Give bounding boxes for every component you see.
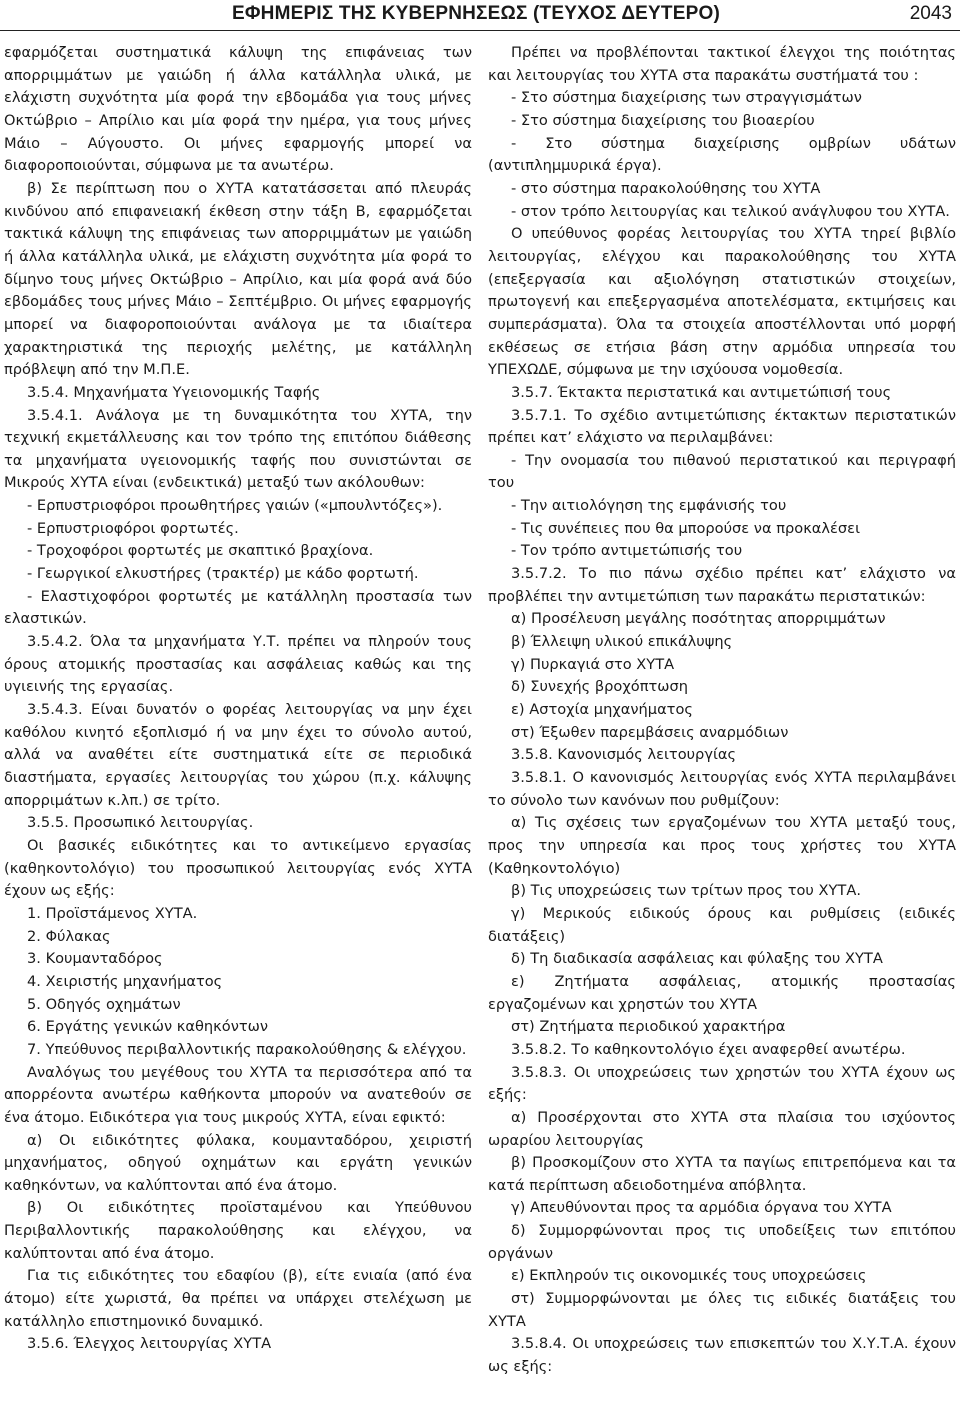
paragraph: Πρέπει να προβλέπονται τακτικοί έλεγχοι της ποιότητας και λειτουργίας του ΧΥΤΑ στα παρακάτω συστήματά του :: [488, 44, 956, 84]
paragraph: β) Έλλειψη υλικού επικάλυψης: [511, 633, 733, 651]
paragraph: 3.5.4.3. Είναι δυνατόν ο φορέας λειτουργίας να μην έχει καθόλου κινητό εξοπλισμό ή να μην έχει το σύνολο αυτού, αλλά να αναθέτει είτε συστηματικά είτε σε περιοδικά διαστήματα, εργασίες λειτουργίας του χώρου (π.χ. κάλυψης απορριμάτων κ.λπ.) σε τρίτο.: [4, 701, 472, 809]
paragraph: στ) Συμμορφώνονται με όλες τις ειδικές διατάξεις του ΧΥΤΑ: [488, 1290, 956, 1330]
paragraph: 1. Προϊστάμενος ΧΥΤΑ.: [27, 904, 198, 922]
paragraph: - Στο σύστημα διαχείρισης των στραγγισμάτων: [511, 89, 862, 107]
paragraph: 5. Οδηγός οχημάτων: [27, 995, 181, 1013]
paragraph: - στον τρόπο λειτουργίας και τελικού ανάγλυφου του ΧΥΤΑ.: [511, 202, 950, 220]
paragraph: 3.5.7.1. Το σχέδιο αντιμετώπισης έκτακτων περιστατικών πρέπει κατ’ ελάχιστο να περιλαμβάνει:: [488, 406, 956, 447]
paragraph: - Την αιτιολόγηση της εμφάνισής του: [511, 497, 787, 515]
paragraph: 3.5.6. Έλεγχος λειτουργίας ΧΥΤΑ: [27, 1335, 272, 1353]
paragraph: Αναλόγως του μεγέθους του ΧΥΤΑ τα περισσότερα από τα απορρέοντα ανωτέρω καθήκοντα μπορούν να ανατεθούν σε ένα άτομο. Ειδικότερα για τους μικρούς ΧΥΤΑ, είναι εφικτό:: [4, 1063, 472, 1126]
paragraph: ε) Αστοχία μηχανήματος: [511, 701, 693, 719]
paragraph: 4. Χειριστής μηχανήματος: [27, 972, 223, 990]
paragraph: - στο σύστημα παρακολούθησης του ΧΥΤΑ: [511, 179, 821, 197]
paragraph: 3.5.8. Κανονισμός λειτουργίας: [511, 746, 737, 764]
paragraph: β) Τις υποχρεώσεις των τρίτων προς του ΧΥΤΑ.: [511, 882, 861, 900]
paragraph: στ) Έξωθεν παρεμβάσεις αναρμόδιων: [511, 723, 789, 741]
paragraph: α) Τις σχέσεις των εργαζομένων του ΧΥΤΑ μεταξύ τους, προς την υπηρεσία και προς τους χρήστες του ΧΥΤΑ (Καθηκοντολόγιο): [488, 814, 956, 877]
paragraph: - Τις συνέπειες που θα μπορούσε να προκαλέσει: [511, 519, 861, 537]
paragraph: ε) Ζητήματα ασφάλειας, ατομικής προστασίας εργαζομένων και χρηστών του ΧΥΤΑ: [488, 972, 956, 1013]
paragraph: - Στο σύστημα διαχείρισης ομβρίων υδάτων (αντιπλημμυρικά έργα).: [488, 134, 956, 175]
paragraph: α) Προσέρχονται στο ΧΥΤΑ στα πλαίσια του ισχύοντος ωραρίου λειτουργίας: [488, 1108, 956, 1149]
paragraph: δ) Συνεχής βροχόπτωση: [511, 678, 689, 696]
paragraph: γ) Πυρκαγιά στο ΧΥΤΑ: [511, 655, 675, 673]
paragraph: στ) Ζητήματα περιοδικού χαρακτήρα: [511, 1018, 786, 1036]
paragraph: Οι βασικές ειδικότητες και το αντικείμενο εργασίας (καθηκοντολόγιο) του προσωπικού λειτουργίας ενός ΧΥΤΑ έχουν ως εξής:: [4, 836, 472, 900]
paragraph: α) Προσέλευση μεγάλης ποσότητας απορριμμάτων: [511, 610, 886, 628]
paragraph: 3.5.8.4. Οι υποχρεώσεις των επισκεπτών του Χ.Υ.Τ.Α. έχουν ως εξής:: [488, 1335, 956, 1376]
paragraph: - Την ονομασία του πιθανού περιστατικού και περιγραφή του: [488, 451, 956, 492]
paragraph: α) Οι ειδικότητες φύλακα, κουμανταδόρου, χειριστή μηχανήματος, οδηγού οχημάτων και εργάτη γενικών καθηκόντων, να καλύπτονται από ένα άτομο.: [4, 1131, 472, 1194]
page-number: 2043: [909, 3, 952, 24]
paragraph: - Στο σύστημα διαχείρισης του βιοαερίου: [511, 111, 815, 129]
paragraph: 3.5.4.2. Όλα τα μηχανήματα Υ.Τ. πρέπει να πληρούν τους όρους ατομικής προστασίας και ασφάλειας καθώς και της υγιεινής της εργασίας.: [4, 633, 472, 696]
paragraph: 3.5.8.1. Ο κανονισμός λειτουργίας ενός ΧΥΤΑ περιλαμβάνει το σύνολο των κανόνων που ρυθμίζουν:: [488, 769, 956, 809]
paragraph: 6. Εργάτης γενικών καθηκόντων: [27, 1018, 269, 1036]
paragraph: 2. Φύλακας: [27, 927, 111, 945]
paragraph: 3. Κουμανταδόρος: [27, 950, 163, 968]
paragraph: 3.5.8.3. Οι υποχρεώσεις των χρηστών του ΧΥΤΑ έχουν ως εξής:: [488, 1063, 956, 1104]
left-column: [4, 42, 472, 1356]
paragraph: 3.5.5. Προσωπικό λειτουργίας.: [27, 814, 254, 832]
paragraph: γ) Μερικούς ειδικούς όρους και ρυθμίσεις (ειδικές διατάξεις): [488, 904, 956, 945]
paragraph: - Ερπυστριοφόροι προωθητήρες γαιών («μπουλντόζες»).: [27, 497, 443, 515]
paragraph: - Τον τρόπο αντιμετώπισής του: [511, 542, 743, 560]
paragraph: - Γεωργικοί ελκυστήρες (τρακτέρ) με κάδο φορτωτή.: [27, 565, 419, 583]
paragraph: 3.5.7. Έκτακτα περιστατικά και αντιμετώπισή τους: [511, 383, 892, 401]
paragraph: - Ερπυστριοφόροι φορτωτές.: [27, 519, 239, 537]
right-column: [488, 42, 956, 1379]
paragraph: Ο υπεύθυνος φορέας λειτουργίας του ΧΥΤΑ τηρεί βιβλίο λειτουργίας, ελέγχου και παρακολούθησης του ΧΥΤΑ (επεξεργασία και αξιολόγηση στατιστικών στοιχείων, πρωτογενή και επεξεργασμένα αποτελέσματα, εκτιμήσεις και συμπεράσματα). Όλα τα στοιχεία αποστέλλονται υπό μορφή εκθέσεως σε ετήσια βάση στην αρμόδια υπηρεσία του ΥΠΕΧΩΔΕ, σύμφωνα με την ισχύουσα νομοθεσία.: [488, 225, 956, 379]
paragraph: - Τροχοφόροι φορτωτές με σκαπτικό βραχίονα.: [27, 542, 374, 560]
paragraph: Για τις ειδικότητες του εδαφίου (β), είτε ενιαία (από ένα άτομο) είτε χωριστά, θα πρέπει να υπάρχει στελέχωση με κατάλληλο επιστημονικό δυναμικό.: [4, 1267, 472, 1330]
paragraph: 3.5.8.2. Το καθηκοντολόγιο έχει αναφερθεί ανωτέρω.: [511, 1040, 906, 1058]
paragraph: β) Οι ειδικότητες προϊσταμένου και Υπεύθυνου Περιβαλλοντικής παρακολούθησης και ελέγχου, να καλύπτονται από ένα άτομο.: [4, 1199, 472, 1262]
paragraph: γ) Απευθύνονται προς τα αρμόδια όργανα του ΧΥΤΑ: [511, 1199, 892, 1217]
paragraph: 3.5.4.1. Ανάλογα με τη δυναμικότητα του ΧΥΤΑ, την τεχνική εκμετάλλευσης και τον τρόπο της επιτόπου διάθεσης τα μηχανήματα υγειονομικής ταφής που συνιστώνται σε Μικρούς ΧΥΤΑ είναι (ενδεικτικά) μεταξύ των ακόλουθων:: [4, 406, 472, 492]
paragraph: ε) Εκπληρούν τις οικονομικές τους υποχρεώσεις: [511, 1267, 867, 1285]
paragraph: 3.5.4. Μηχανήματα Υγειονομικής Ταφής: [27, 383, 321, 401]
paragraph: β) Σε περίπτωση που ο ΧΥΤΑ κατατάσσεται από πλευράς κινδύνου από επιφανειακή έκθεση στην τάξη Β, εφαρμόζεται τακτικά κάλυψη της επιφάνειας των απορριμμάτων με γαιώδη ή άλλα κατάλληλα υλικά, με ελάχιστη συχνότητα μία φορά το δίμηνο τους μήνες Οκτώβριο – Απρίλιο, και μία φορά ανά δύο εβδομάδες τους μήνες Μάιο – Σεπτέμβριο. Οι μήνες εφαρμογής μπορεί να διαφοροποιούνται ανάλογα με τα ιδιαίτερα χαρακτηριστικά της περιοχής μελέτης, με κατάλληλη πρόβλεψη από την Μ.Π.Ε.: [4, 179, 472, 379]
paragraph: 7. Υπεύθυνος περιβαλλοντικής παρακολούθησης & ελέγχου.: [27, 1040, 467, 1058]
paragraph: β) Προσκομίζουν στο ΧΥΤΑ τα παγίως επιτρεπόμενα και τα κατά περίπτωση αδειοδοτημένα απόβλητα.: [488, 1154, 956, 1194]
paragraph: δ) Συμμορφώνονται προς τις υποδείξεις των επιτόπου οργάνων: [488, 1222, 956, 1262]
gazette-title: ΕΦΗΜΕΡΙΣ ΤΗΣ ΚΥΒΕΡΝΗΣΕΩΣ (ΤΕΥΧΟΣ ΔΕΥΤΕΡΟ): [232, 3, 720, 24]
paragraph: 3.5.7.2. Το πιο πάνω σχέδιο πρέπει κατ’ ελάχιστο να προβλέπει την αντιμετώπιση των παρακάτω περιστατικών:: [488, 565, 956, 605]
paragraph: εφαρμόζεται συστηματικά κάλυψη της επιφάνειας των απορριμμάτων με γαιώδη ή άλλα κατάλληλα υλικά, με ελάχιστη συχνότητα μία φορά την εβδομάδα για τους μήνες Οκτώβριο – Απρίλιο και μία φορά την ημέρα, για τους μήνες Μάιο – Αύγουστο. Οι μήνες εφαρμογής μπορεί να διαφοροποιούνται, σύμφωνα με τα ανωτέρω.: [4, 44, 472, 175]
paragraph: δ) Τη διαδικασία ασφάλειας και φύλαξης του ΧΥΤΑ: [511, 950, 883, 968]
paragraph: - Ελαστιχοφόροι φορτωτές με κατάλληλη προστασία των ελαστικών.: [4, 587, 472, 628]
page-header: [0, 0, 960, 31]
